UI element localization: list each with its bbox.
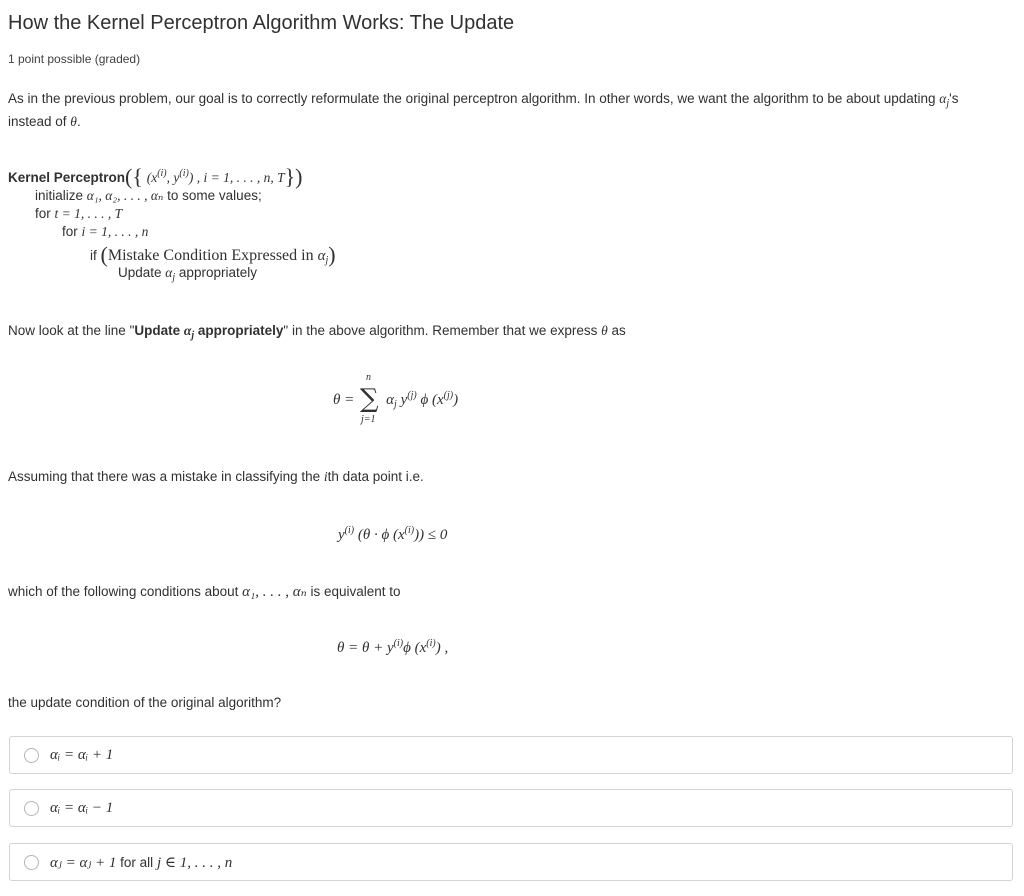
answer-option-3[interactable] [9, 843, 1013, 881]
theta-eq-close: ) [453, 392, 459, 408]
init-math: α₁, α₂, . . . , αₙ [86, 188, 164, 203]
theta-eq-y: y [396, 392, 408, 408]
update-sub: j [172, 272, 176, 283]
update-suffix: appropriately [175, 265, 257, 280]
answer-option-2[interactable] [9, 789, 1013, 827]
mistake-eq-body: (θ · ϕ (x [354, 527, 405, 543]
intro-theta: θ [70, 114, 77, 129]
for-t-math: t = 1, . . . , T [54, 206, 123, 221]
update-prefix: Update [118, 265, 166, 280]
algorithm-args-end: ) , i = 1, . . . , n, T [188, 170, 285, 185]
algorithm-for-i-line [62, 224, 148, 240]
sum-upper: n [366, 372, 371, 383]
option-3-tail: j ∈ 1, . . . , n [156, 855, 233, 871]
problem-title: How the Kernel Perceptron Algorithm Works: The Update [8, 12, 515, 34]
look-suffix: " in the above algorithm. Remember that we express [283, 323, 602, 338]
option-label [50, 799, 113, 817]
if-prefix: if [90, 248, 101, 263]
theta-eq-lhs: θ = [333, 392, 358, 408]
for-i-math: i = 1, . . . , n [81, 224, 149, 239]
theta-equation [333, 372, 459, 425]
look-bold-sub: j [191, 330, 195, 341]
intro-alpha: α [939, 91, 947, 106]
algorithm-signature: Kernel Perceptron({ ($x^{(i)}$, $y^{(i)}$) , i = 1, . . . , n, T}) [8, 164, 303, 189]
mistake-eq-close: )) ≤ 0 [414, 527, 448, 543]
which-prefix: which of the following conditions about [8, 584, 243, 599]
look-prefix: Now look at the line " [8, 323, 135, 338]
assume-suffix: th data point i.e. [327, 469, 424, 484]
mistake-equation [338, 525, 447, 544]
sum-lower: j=1 [361, 414, 376, 425]
for-t-prefix: for [35, 206, 55, 221]
theta-eq-phi: ϕ (x [416, 392, 444, 408]
update-eq-body: ϕ (x [403, 640, 427, 656]
theta-eq-alpha-sub: j [394, 399, 397, 410]
look-theta: θ [601, 323, 608, 338]
mistake-eq-y-sup: (i) [344, 525, 355, 536]
intro-part-2: 's instead of [8, 91, 959, 129]
which-text [8, 582, 401, 601]
algorithm-args-sup-1: (i) [157, 168, 167, 179]
algorithm-for-t-line [35, 206, 122, 222]
assumption-text [8, 469, 424, 485]
for-i-prefix: for [62, 224, 82, 239]
intro-text [8, 90, 998, 131]
option-label [50, 746, 113, 764]
option-1-math: αᵢ = αᵢ + 1 [50, 747, 114, 763]
if-alpha: α [317, 248, 326, 264]
summation-symbol: n ∑ j=1 [360, 372, 379, 425]
option-label [50, 853, 232, 872]
init-prefix: initialize [35, 188, 87, 203]
question-text: the update condition of the original algorithm? [8, 695, 282, 710]
update-alpha: α [165, 265, 173, 280]
update-eq-close: ) , [435, 640, 449, 656]
look-bold-1: Update [134, 323, 184, 338]
intro-part-1: As in the previous problem, our goal is to correctly reformulate the original perceptron algorithm. In other words, we want the algorithm to be about updating [8, 91, 940, 106]
algorithm-args-mid: , y [166, 170, 180, 185]
which-math: α₁, . . . , αₙ [242, 584, 307, 600]
radio-button[interactable] [24, 748, 39, 763]
look-at-line-text [8, 323, 626, 341]
if-condition-text: Mistake Condition Expressed in [107, 247, 318, 264]
init-suffix: to some values; [163, 188, 262, 203]
update-eq-lhs: θ = θ + y [337, 640, 394, 656]
update-eq-y-sup: (i) [393, 638, 404, 649]
update-eq-x-sup: (i) [426, 638, 436, 649]
radio-button[interactable] [24, 801, 39, 816]
look-bold-2: appropriately [194, 323, 284, 338]
algorithm-init-line [35, 188, 262, 204]
radio-button[interactable] [24, 855, 39, 870]
answer-option-1[interactable] [9, 736, 1013, 774]
option-3-math: αⱼ = αⱼ + 1 [50, 855, 117, 871]
assume-i: i [323, 469, 328, 484]
points-label: 1 point possible (graded) [8, 52, 141, 66]
assume-prefix: Assuming that there was a mistake in classifying the [8, 469, 324, 484]
look-end: as [607, 323, 626, 338]
algorithm-if-line: if (Mistake Condition Expressed in $\alpha_j$) [90, 242, 336, 267]
look-bold-alpha: α [183, 323, 192, 338]
option-2-math: αᵢ = αᵢ − 1 [50, 800, 114, 816]
mistake-eq-x-sup: (i) [404, 525, 415, 536]
algorithm-args-sup-2: (i) [179, 168, 189, 179]
intro-part-3: . [76, 114, 81, 129]
theta-eq-x-sup: (j) [443, 390, 454, 401]
algorithm-update-line [118, 265, 257, 283]
update-equation [337, 638, 448, 657]
mistake-eq-y: y [338, 527, 345, 543]
option-3-suffix: for all [116, 855, 157, 870]
if-sub: j [325, 255, 329, 266]
theta-eq-alpha: α [386, 392, 395, 408]
intro-sub: j [946, 98, 950, 109]
algorithm-args: (x [146, 170, 158, 185]
theta-eq-y-sup: (j) [407, 390, 417, 401]
which-suffix: is equivalent to [306, 584, 401, 599]
algorithm-name: Kernel Perceptron [8, 170, 126, 185]
